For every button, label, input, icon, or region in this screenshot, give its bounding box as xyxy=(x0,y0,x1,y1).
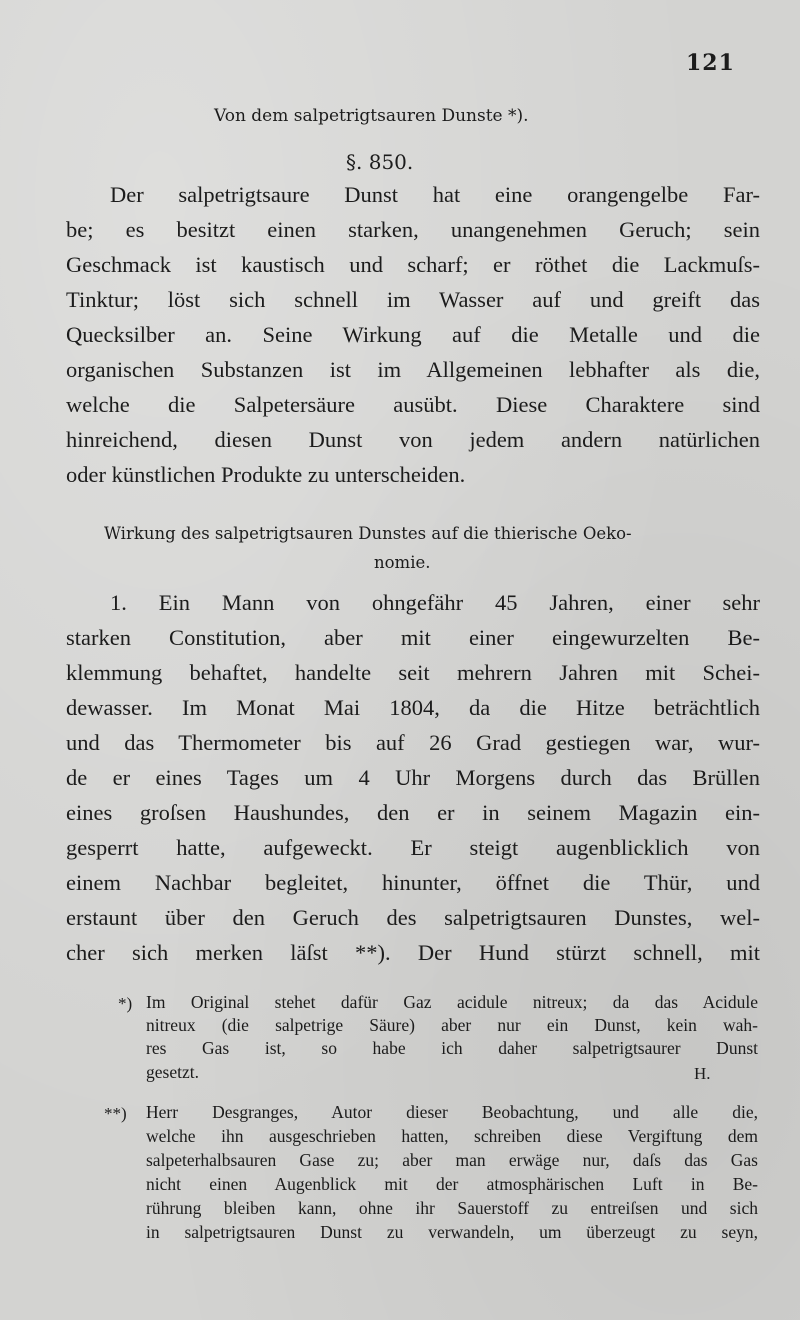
footnote-marker: *) xyxy=(118,994,133,1013)
footnote-line: res Gas ist, so habe ich daher salpetrigtsaurer Dunst xyxy=(146,1038,758,1058)
footnote-line: nicht einen Augenblick mit der atmosphärischen Luft in Be- xyxy=(146,1174,758,1194)
footnote-signature: H. xyxy=(694,1064,711,1083)
case-line: erstaunt über den Geruch des salpetrigtsauren Dunstes, wel- xyxy=(66,905,760,930)
footnote-marker: **) xyxy=(104,1104,127,1123)
case-line: cher sich merken läſst **). Der Hund stürzt schnell, mit xyxy=(66,940,760,965)
case-line: dewasser. Im Monat Mai 1804, da die Hitze beträchtlich xyxy=(66,695,760,720)
case-line: 1. Ein Mann von ohngefähr 45 Jahren, einer sehr xyxy=(110,590,760,615)
case-line: de er eines Tages um 4 Uhr Morgens durch das Brüllen xyxy=(66,765,760,790)
body-line: Quecksilber an. Seine Wirkung auf die Metalle und die xyxy=(66,322,760,347)
section-title: Von dem salpetrigtsauren Dunste *). xyxy=(214,106,529,126)
body-line: oder künstlichen Produkte zu unterscheiden. xyxy=(66,462,466,487)
case-line: einem Nachbar begleitet, hinunter, öffnet die Thür, und xyxy=(66,870,760,895)
body-line: be; es besitzt einen starken, unangenehmen Geruch; sein xyxy=(66,217,760,242)
case-line: und das Thermometer bis auf 26 Grad gestiegen war, wur- xyxy=(66,730,760,755)
subheading: Wirkung des salpetrigtsauren Dunstes auf die thierische Oeko- xyxy=(104,524,632,543)
case-line: eines groſsen Haushundes, den er in seinem Magazin ein- xyxy=(66,800,760,825)
body-line: welche die Salpetersäure ausübt. Diese Charaktere sind xyxy=(66,392,760,417)
paragraph-number: §. 850. xyxy=(346,150,414,174)
footnote-line: nitreux (die salpetrige Säure) aber nur ein Dunst, kein wah- xyxy=(146,1015,758,1035)
body-line: Geschmack ist kaustisch und scharf; er röthet die Lackmuſs- xyxy=(66,252,760,277)
body-line: Der salpetrigtsaure Dunst hat eine orangengelbe Far- xyxy=(110,182,760,207)
subheading-continuation: nomie. xyxy=(374,553,431,572)
footnote-line: in salpetrigtsauren Dunst zu verwandeln, um überzeugt zu seyn, xyxy=(146,1222,758,1242)
case-line: gesperrt hatte, aufgeweckt. Er steigt augenblicklich von xyxy=(66,835,760,860)
case-line: starken Constitution, aber mit einer eingewurzelten Be- xyxy=(66,625,760,650)
case-line: klemmung behaftet, handelte seit mehrern Jahren mit Schei- xyxy=(66,660,760,685)
footnote-line: salpeterhalbsauren Gase zu; aber man erwäge nur, daſs das Gas xyxy=(146,1150,758,1170)
footnote-line: Herr Desgranges, Autor dieser Beobachtung, und alle die, xyxy=(146,1102,758,1122)
body-line: hinreichend, diesen Dunst von jedem andern natürlichen xyxy=(66,427,760,452)
footnote-line: rührung bleiben kann, ohne ihr Sauerstoff zu entreiſsen und sich xyxy=(146,1198,758,1218)
footnote-line: gesetzt. xyxy=(146,1062,199,1082)
page-number: 121 xyxy=(686,50,735,76)
body-line: organischen Substanzen ist im Allgemeinen lebhafter als die, xyxy=(66,357,760,382)
footnote-line: Im Original stehet dafür Gaz acidule nitreux; da das Acidule xyxy=(146,992,758,1012)
footnote-line: welche ihn ausgeschrieben hatten, schreiben diese Vergiftung dem xyxy=(146,1126,758,1146)
body-line: Tinktur; löst sich schnell im Wasser auf und greift das xyxy=(66,287,760,312)
